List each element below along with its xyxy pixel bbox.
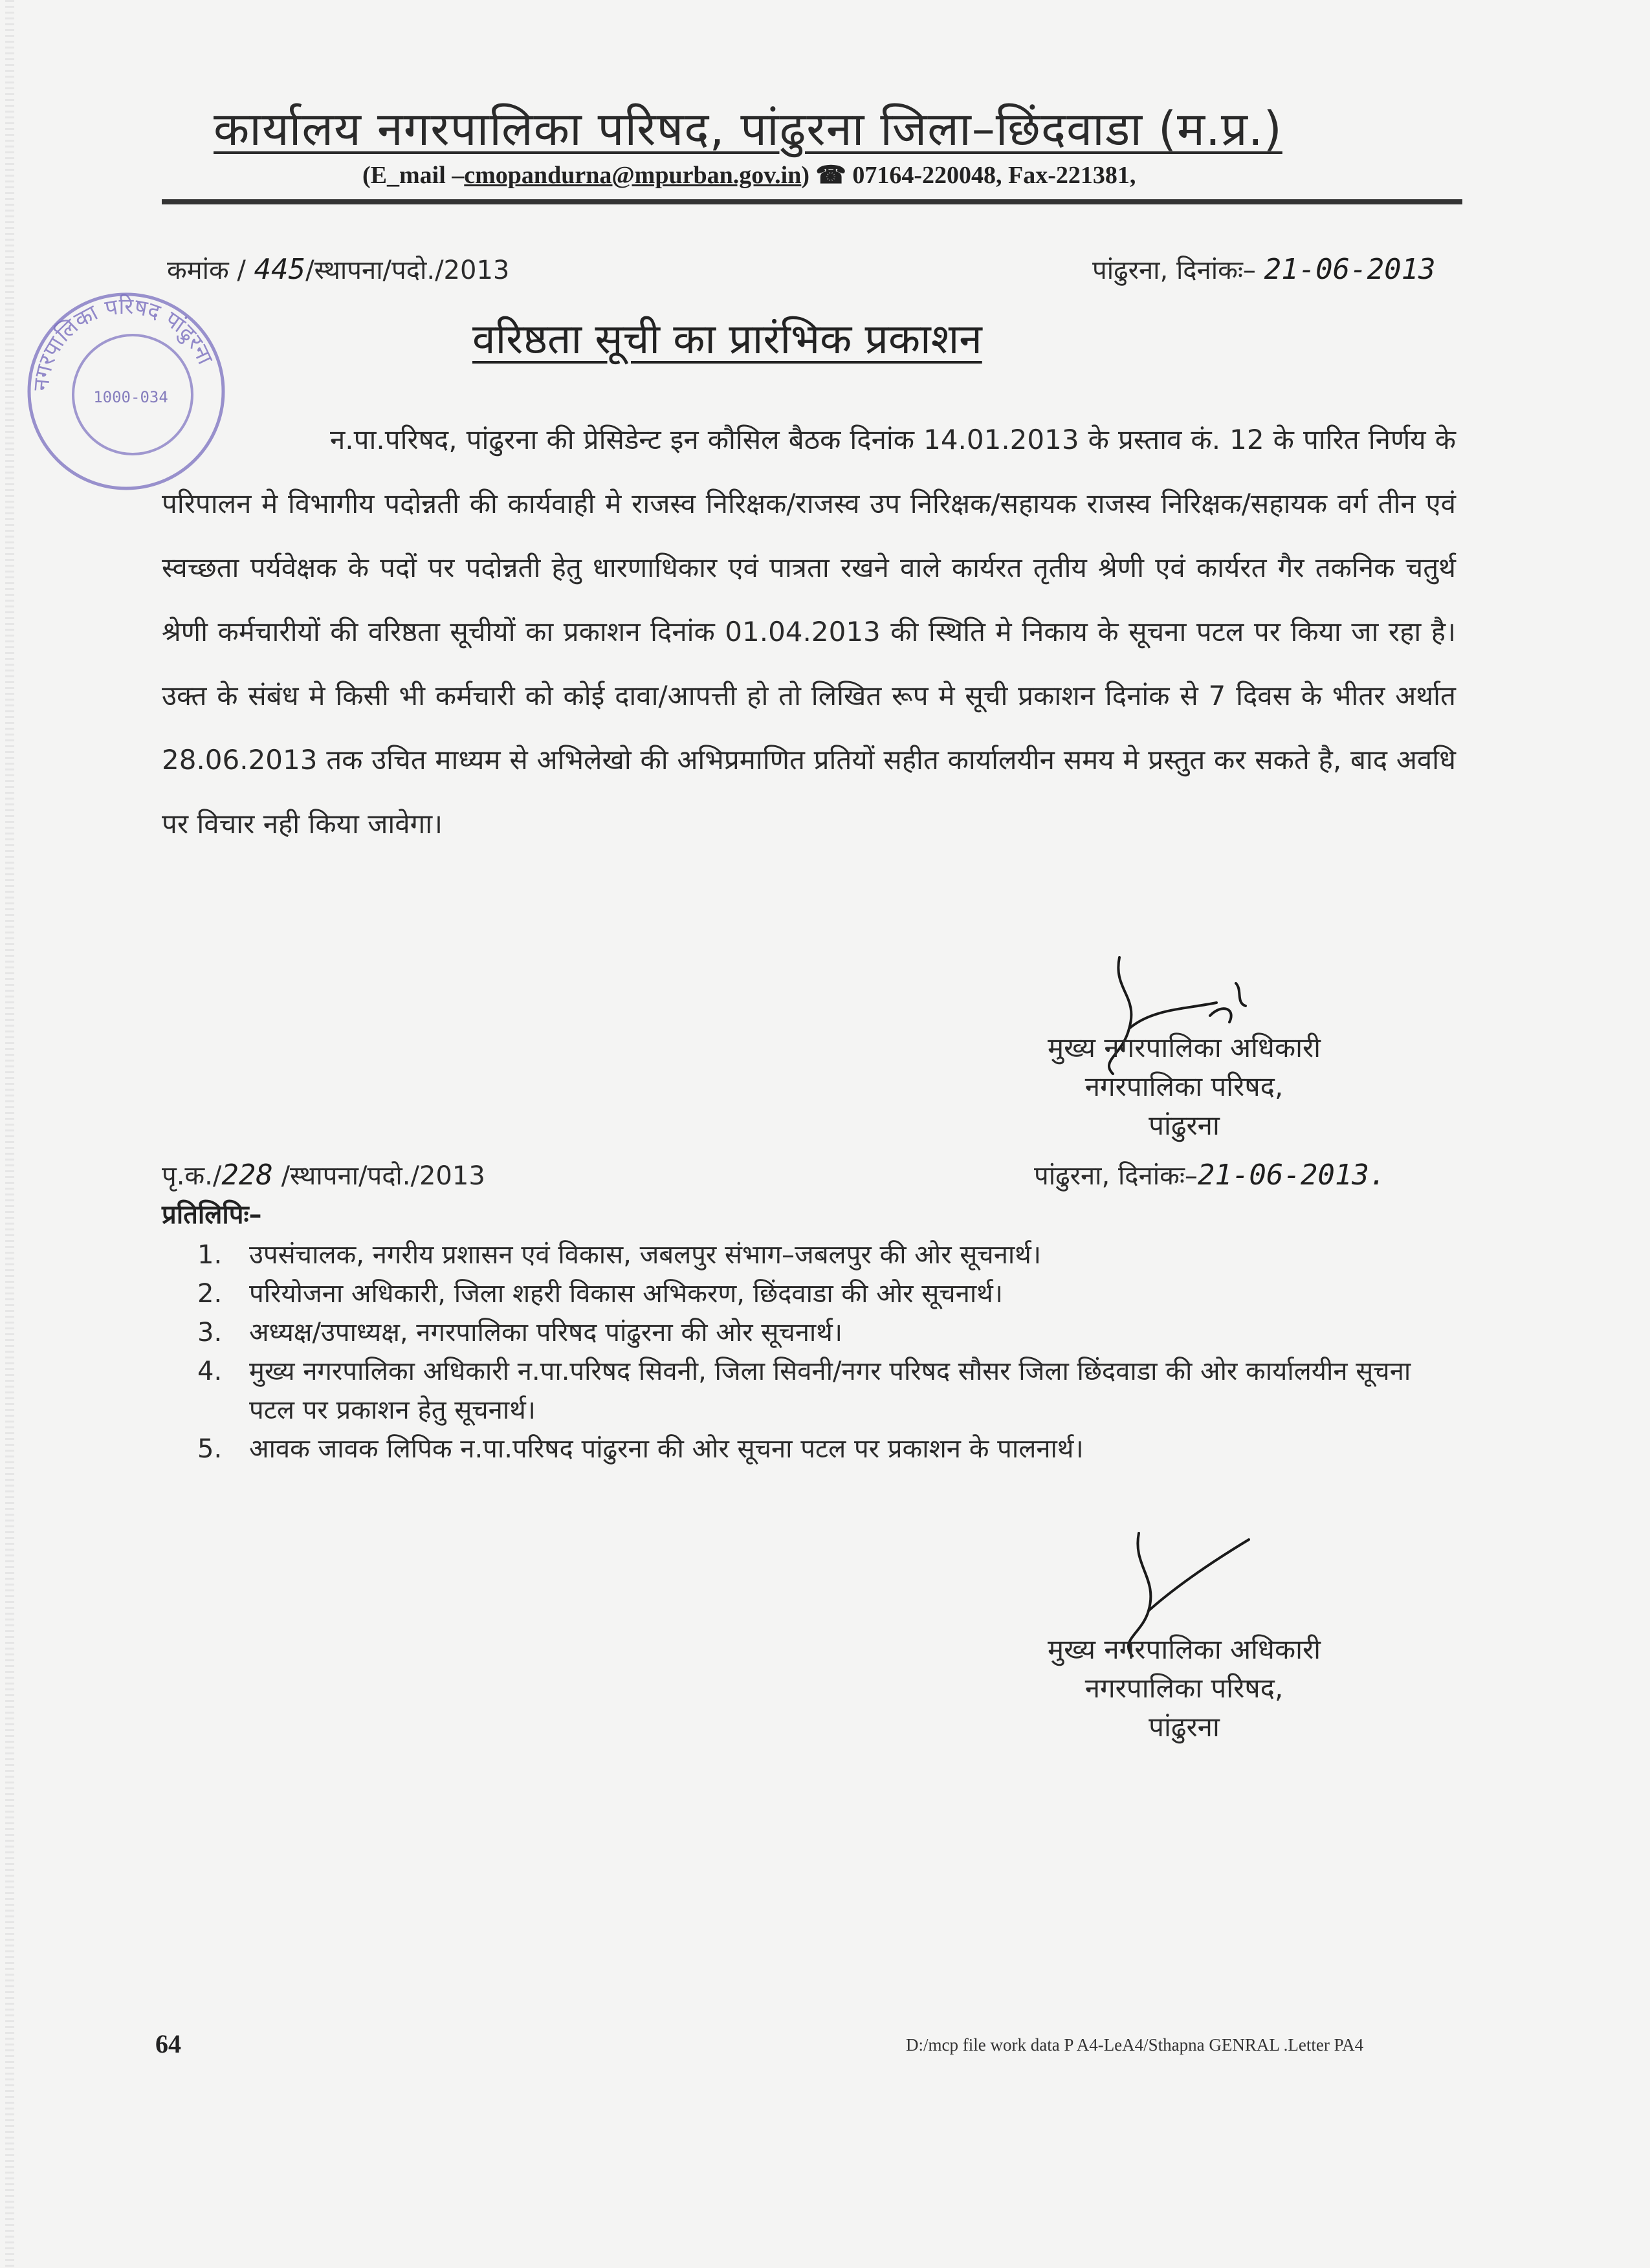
copy-to-item: 1. उपसंचालक, नगरीय प्रशासन एवं विकास, जबलपुर संभाग–जबलपुर की ओर सूचनार्थ। (197, 1240, 1041, 1270)
sig2-place: पांढुरना (1149, 1711, 1220, 1743)
ref2-suffix: /स्थापना/पदो./2013 (281, 1161, 485, 1191)
ref2-prefix: पृ.क./ (162, 1161, 222, 1191)
office-title: कार्यालय नगरपालिका परिषद, पांढुरना जिला–छिंदवाडा (म.प्र.) (214, 102, 1282, 156)
seal-center-text: 1000-034 (93, 388, 168, 406)
place-date-2 (1034, 1157, 1386, 1192)
sig1-designation: मुख्य नगरपालिका अधिकारी (1047, 1032, 1321, 1063)
contact-line (362, 160, 1592, 190)
copy-to-label: प्रतिलिपिः– (162, 1200, 262, 1230)
sig1-office: नगरपालिका परिषद, (1084, 1071, 1284, 1102)
copy-to-list (197, 1236, 1414, 1468)
signature-block-1 (958, 1029, 1411, 1145)
document-heading: वरिष्ठता सूची का प्रारंभिक प्रकाशन (472, 316, 982, 364)
email-prefix: (E_mail – (362, 162, 465, 189)
sig2-designation: मुख्य नगरपालिका अधिकारी (1047, 1633, 1321, 1665)
reference-number-1 (167, 251, 509, 287)
ref1-date: 21-06-2013 (1264, 253, 1436, 286)
file-path-footer: D:/mcp file work data P A4-LeA4/Sthapna GENRAL .Letter PA4 (906, 2035, 1364, 2055)
reference-number-2 (162, 1157, 485, 1192)
phone-fax: ) ☎ 07164-220048, Fax-221381, (801, 162, 1136, 189)
sig1-place: पांढुरना (1149, 1109, 1220, 1141)
scan-edge-artifact (5, 0, 14, 2268)
ref2-date: 21-06-2013. (1197, 1159, 1387, 1192)
copy-to-item: 3. अध्यक्ष/उपाध्यक्ष, नगरपालिका परिषद पांढुरना की ओर सूचनार्थ। (197, 1318, 842, 1347)
copy-to-item: 2. परियोजना अधिकारी, जिला शहरी विकास अभिकरण, छिंदवाडा की ओर सूचनार्थ। (197, 1279, 1003, 1309)
ref2-date-label: पांढुरना, दिनांकः– (1034, 1161, 1198, 1191)
seal-ring-text: नगरपालिका परिषद पांढुरना (28, 293, 219, 392)
sig2-office: नगरपालिका परिषद, (1084, 1672, 1284, 1704)
signature-block-2 (958, 1630, 1411, 1747)
ref1-prefix: कमांक / (167, 256, 246, 285)
header-divider (162, 199, 1462, 204)
notice-body: न.पा.परिषद, पांढुरना की प्रेसिडेन्ट इन कौसिल बैठक दिनांक 14.01.2013 के प्रस्ताव कं. 12 के पारित निर्णय के परिपालन मे विभागीय पदोन्नती की कार्यवाही मे राजस्व निरिक्षक/राजस्व उप निरिक्षक/सहायक राजस्व निरिक्षक/सहायक वर्ग तीन एवं स्वच्छता पर्यवेक्षक के पदों पर पदोन्नती हेतु धारणाधिकार एवं पात्रता रखने वाले कार्यरत तृतीय श्रेणी एवं कार्यरत गैर तकनिक चतुर्थ श्रेणी कर्मचारीयों की वरिष्ठता सूचीयों का प्रकाशन दिनांक 01.04.2013 की स्थिति मे निकाय के सूचना पटल पर किया जा रहा है। उक्त के संबंध मे किसी भी कर्मचारी को कोई दावा/आपत्ती हो तो लिखित रूप मे सूची प्रकाशन दिनांक से 7 दिवस के भीतर अर्थात 28.06.2013 तक उचित माध्यम से अभिलेखो की अभिप्रमाणित प्रतियों सहीत कार्यालयीन समय मे प्रस्तुत कर सकते है, बाद अवधि पर विचार नही किया जावेगा। (162, 424, 1456, 840)
ref1-date-label: पांढुरना, दिनांकः– (1092, 256, 1256, 285)
ref2-number: 228 (221, 1159, 273, 1192)
ref1-number: 445 (254, 253, 306, 286)
email-link: cmopandurna@mpurban.gov.in (464, 162, 802, 189)
ref1-suffix: /स्थापना/पदो./2013 (305, 256, 510, 285)
place-date-1 (1092, 251, 1436, 287)
copy-to-item: 5. आवक जावक लिपिक न.पा.परिषद पांढुरना की ओर सूचना पटल पर प्रकाशन के पालनार्थ। (197, 1434, 1084, 1464)
copy-to-item: 4. मुख्य नगरपालिका अधिकारी न.पा.परिषद सिवनी, जिला सिवनी/नगर परिषद सौसर जिला छिंदवाडा की ओर कार्यालयीन सूचना पटल पर प्रकाशन हेतु सूचनार्थ। (197, 1357, 1411, 1425)
page-number: 64 (155, 2029, 181, 2058)
